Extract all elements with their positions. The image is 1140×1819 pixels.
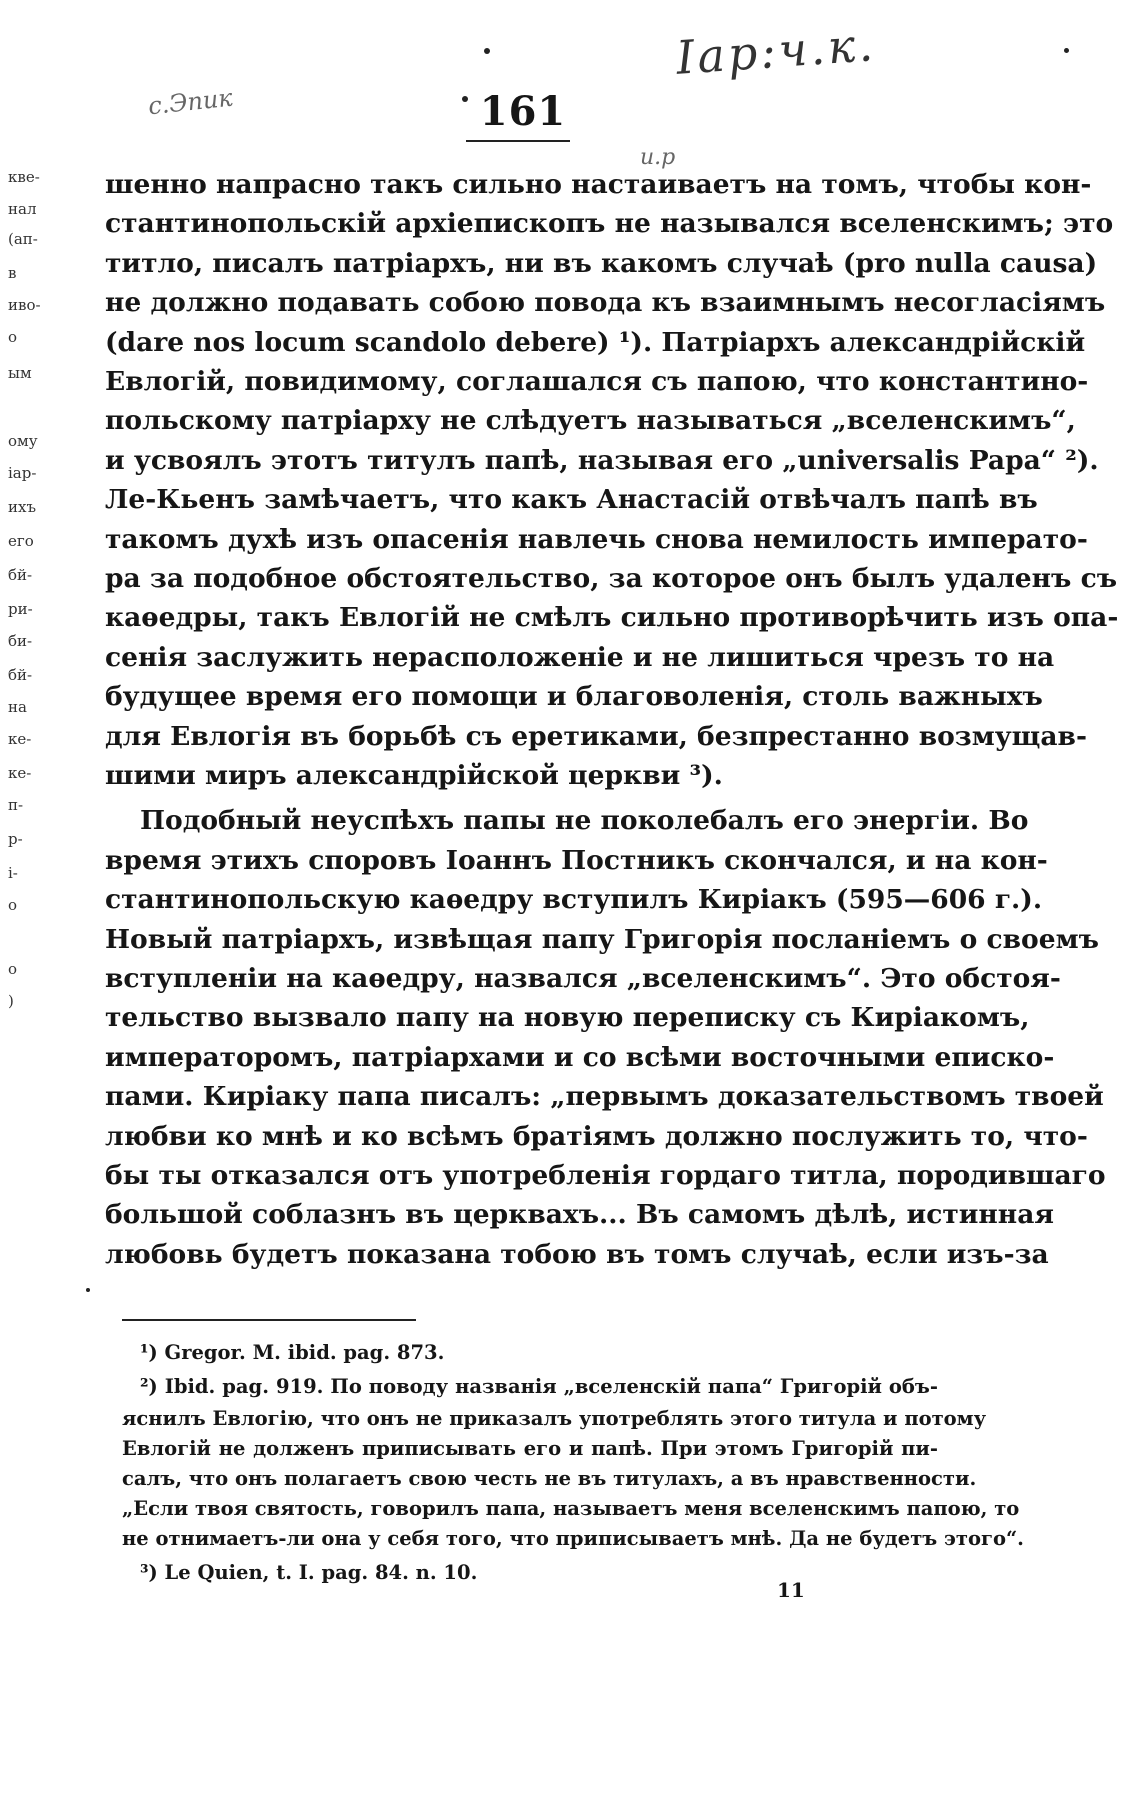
text-line: ра за подобное обстоятельство, за которое онъ былъ удаленъ съ [105,563,1118,594]
text-line: большой соблазнъ въ церквахъ... Въ самомъ дѣлѣ, истинная [105,1199,1054,1230]
text-line: польскому патріарху не слѣдуетъ называться „вселенскимъ“, [105,405,1076,436]
page-number-rule [466,140,570,142]
text-line: не должно подавать собою повода къ взаимнымъ несогласіямъ [105,287,1106,318]
text-line: сенія заслужить нерасположеніе и не лишиться чрезъ то на [105,642,1055,673]
text-line: Новый патріархъ, извѣщая папу Григорія посланіемъ о своемъ [105,924,1099,955]
text-line: любовь будетъ показана тобою въ томъ случаѣ, если изъ-за [105,1239,1049,1270]
margin-fragment: кве- [8,168,40,186]
margin-fragment: нал [8,200,37,218]
signature-mark: 11 [777,1578,805,1602]
handwritten-note-top-left: с.Эпик [146,83,234,121]
text-line: шенно напрасно такъ сильно настаиваетъ на томъ, чтобы кон- [105,169,1092,200]
margin-fragment: о [8,960,18,978]
text-line: пами. Киріаку папа писалъ: „первымъ доказательствомъ твоей [105,1081,1104,1112]
margin-fragment: п- [8,796,24,814]
text-line: стантинопольскій архіепископъ не назывался вселенскимъ; это [105,208,1114,239]
page-number: 161 [479,88,567,135]
text-line: каѳедры, такъ Евлогій не смѣлъ сильно противорѣчить изъ опа- [105,602,1119,633]
footnote-line: салъ, что онъ полагаетъ свою честь не въ титулахъ, а въ нравственности. [122,1467,977,1490]
margin-fragment: ке- [8,730,32,748]
text-line: для Евлогія въ борьбѣ съ еретиками, безпрестанно возмущав- [105,721,1087,752]
text-line: время этихъ споровъ Іоаннъ Постникъ скончался, и на кон- [105,845,1048,876]
footnote-line: ¹) Gregor. M. ibid. pag. 873. [140,1341,445,1364]
margin-fragment: ым [8,364,32,382]
text-line: Подобный неуспѣхъ папы не поколебалъ его энергіи. Во [140,805,1029,836]
text-line: и усвоялъ этотъ титулъ папѣ, называя его „universalis Papa“ ²). [105,445,1099,476]
text-line: тельство вызвало папу на новую переписку съ Киріакомъ, [105,1002,1030,1033]
ink-speck [462,96,468,102]
text-line: будущее время его помощи и благоволенія, столь важныхъ [105,681,1043,712]
footnote-line: „Если твоя святость, говорилъ папа, называетъ меня вселенскимъ папою, то [122,1497,1020,1520]
margin-fragment: ) [8,992,14,1010]
margin-fragment: бй- [8,566,33,584]
footnote-line: ²) Ibid. pag. 919. По поводу названія „вселенскій папа“ Григорій объ- [140,1375,938,1398]
footnote-rule [122,1319,416,1321]
margin-fragment: р- [8,830,23,848]
margin-fragment: ихъ [8,498,37,516]
margin-fragment: бй- [8,666,33,684]
text-line: титло, писалъ патріархъ, ни въ какомъ случаѣ (pro nulla causa) [105,248,1098,279]
margin-fragment: о [8,328,18,346]
text-line: любви ко мнѣ и ко всѣмъ братіямъ должно послужить то, что- [105,1121,1088,1152]
text-line: (dare nos locum scandolo debere) ¹). Патріархъ александрійскій [105,327,1086,358]
handwritten-note-small: и.р [640,145,676,170]
text-line: такомъ духѣ изъ опасенія навлечь снова немилость императо- [105,524,1088,555]
margin-fragment: о [8,896,18,914]
margin-fragment: ому [8,432,38,450]
margin-fragment: і- [8,864,18,882]
text-line: Ле-Кьенъ замѣчаетъ, что какъ Анастасій отвѣчалъ папѣ въ [105,484,1038,515]
footnote-line: Евлогій не долженъ приписывать его и папѣ. При этомъ Григорій пи- [122,1437,938,1460]
margin-fragment: его [8,532,34,550]
margin-fragment: (ап- [8,230,38,248]
text-line: Евлогій, повидимому, соглашался съ папою, что константино- [105,366,1089,397]
margin-fragment: іар- [8,464,37,482]
handwritten-note-top-right: Іар:ч.к. [674,17,878,85]
margin-fragment: би- [8,632,33,650]
text-line: вступленіи на каѳедру, назвался „вселенскимъ“. Это обстоя- [105,963,1061,994]
margin-fragment: ке- [8,764,32,782]
footnote-line: ³) Le Quien, t. I. pag. 84. n. 10. [140,1561,478,1584]
margin-fragment: в [8,264,17,282]
text-line: шими миръ александрійской церкви ³). [105,760,723,791]
ink-speck [86,1288,90,1292]
footnote-line: не отнимаетъ-ли она у себя того, что приписываетъ мнѣ. Да не будетъ этого“. [122,1527,1024,1550]
margin-fragment: иво- [8,296,41,314]
footnote-line: яснилъ Евлогію, что онъ не приказалъ употреблять этого титула и потому [122,1407,987,1430]
margin-fragment: ри- [8,600,33,618]
text-line: императоромъ, патріархами и со всѣми восточными еписко- [105,1042,1055,1073]
ink-speck [484,48,490,54]
text-line: стантинопольскую каѳедру вступилъ Киріакъ (595—606 г.). [105,884,1043,915]
text-line: бы ты отказался отъ употребленія гордаго титла, породившаго [105,1160,1106,1191]
ink-speck [1064,48,1069,53]
margin-fragment: на [8,698,27,716]
